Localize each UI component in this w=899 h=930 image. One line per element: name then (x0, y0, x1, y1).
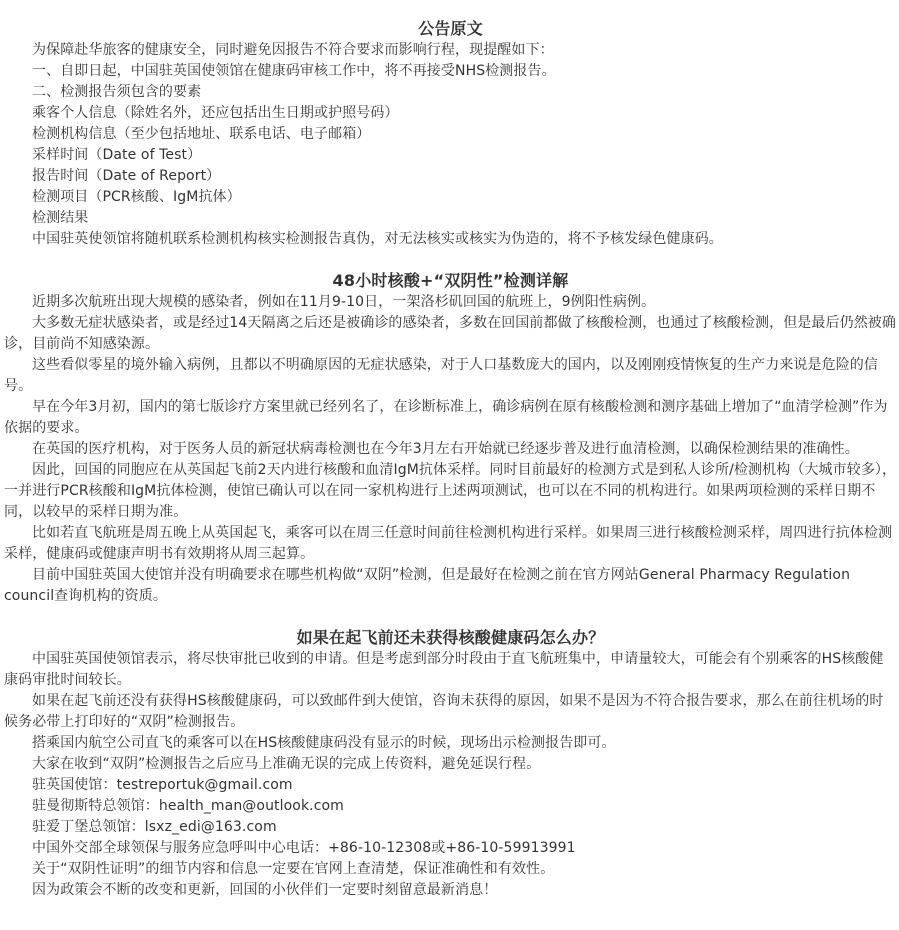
section-title-no-health-code: 如果在起飞前还未获得核酸健康码怎么办？ (296, 628, 605, 647)
announcement-list-item: 检测结果 (32, 210, 89, 226)
section-no-health-code (4, 627, 897, 901)
section-title-test-details: 48小时核酸+“双阴性”检测详解 (332, 271, 569, 290)
contact-hotline: 中国外交部全球领保与服务应急呼叫中心电话：+86-10-12308或+86-10-59913991 (32, 840, 576, 856)
announcement-paragraph: 为保障赴华旅客的健康安全，同时避免因报告不符合要求而影响行程，现提醒如下： (32, 42, 554, 58)
detail-paragraph: 比如若直飞航班是周五晚上从英国起飞，乘客可以在周三任意时间前往检测机构进行采样。如果周三进行核酸检测采样，周四进行抗体检测采样，健康码或健康声明书有效期将从周三起算。 (4, 525, 893, 562)
detail-paragraph: 近期多次航班出现大规模的感染者，例如在11月9-10日，一架洛杉矶回国的航班上，9例阳性病例。 (32, 294, 656, 310)
section-title-announcement: 公告原文 (418, 19, 483, 38)
faq-paragraph: 大家在收到“双阴”检测报告之后应马上准确无误的完成上传资料，避免延误行程。 (32, 756, 541, 772)
faq-paragraph: 关于“双阴性证明”的细节内容和信息一定要在官网上查清楚，保证准确性和有效性。 (32, 861, 555, 877)
detail-paragraph: 在英国的医疗机构，对于医务人员的新冠状病毒检测也在今年3月左右开始就已经逐步普及进行血清检测，以确保检测结果的准确性。 (32, 441, 859, 457)
faq-paragraph: 中国驻英国使领馆表示，将尽快审批已收到的申请。但是考虑到部分时段由于直飞航班集中，申请量较大，可能会有个别乘客的HS核酸健康码审批时间较长。 (4, 651, 884, 688)
section-test-details (4, 270, 897, 607)
announcement-list-item: 检测机构信息（至少包括地址、联系电话、电子邮箱） (32, 126, 371, 142)
faq-paragraph: 搭乘国内航空公司直飞的乘客可以在HS核酸健康码没有显示的时候，现场出示检测报告即可。 (32, 735, 616, 751)
announcement-paragraph: 中国驻英使领馆将随机联系检测机构核实检测报告真伪，对无法核实或核实为伪造的，将不予核发绿色健康码。 (32, 231, 723, 247)
contact-embassy-london: 驻英国使馆：testreportuk@gmail.com (32, 777, 293, 793)
detail-paragraph: 因此，回国的同胞应在从英国起飞前2天内进行核酸和血清IgM抗体采样。同时目前最好的检测方式是到私人诊所/检测机构（大城市较多），一并进行PCR核酸和IgM抗体检测，使馆已确认可以在同一家机构进行上述两项测试，也可以在不同的机构进行。如果两项检测的采样日期不同，以较早的采样日期为准。 (4, 462, 897, 520)
section-spacer (4, 607, 897, 627)
contact-consulate-manchester: 驻曼彻斯特总领馆：health_man@outlook.com (32, 798, 344, 814)
announcement-list-item: 检测项目（PCR核酸、IgM抗体） (32, 189, 241, 205)
detail-paragraph: 大多数无症状感染者，或是经过14天隔离之后还是被确诊的感染者，多数在回国前都做了核酸检测，也通过了核酸检测，但是最后仍然被确诊，目前尚不知感染源。 (4, 315, 897, 352)
announcement-list-item: 采样时间（Date of Test） (32, 147, 202, 163)
announcement-paragraph: 一、自即日起，中国驻英国使领馆在健康码审核工作中，将不再接受NHS检测报告。 (32, 63, 556, 79)
announcement-list-item: 乘客个人信息（除姓名外，还应包括出生日期或护照号码） (32, 105, 399, 121)
detail-paragraph: 目前中国驻英国大使馆并没有明确要求在哪些机构做“双阴”检测，但是最好在检测之前在官方网站General Pharmacy Regulation council查询机构的资质。 (4, 567, 851, 604)
faq-paragraph: 如果在起飞前还没有获得HS核酸健康码，可以致邮件到大使馆，咨询未获得的原因，如果不是因为不符合报告要求，那么在前往机场的时候务必带上打印好的“双阴”检测报告。 (4, 693, 884, 730)
announcement-list-item: 报告时间（Date of Report） (32, 168, 221, 184)
faq-paragraph: 因为政策会不断的改变和更新，回国的小伙伴们一定要时刻留意最新消息！ (32, 882, 498, 898)
section-spacer (4, 250, 897, 270)
section-announcement (4, 18, 897, 250)
detail-paragraph: 早在今年3月初，国内的第七版诊疗方案里就已经列名了，在诊断标准上，确诊病例在原有核酸检测和测序基础上增加了“血清学检测”作为依据的要求。 (4, 399, 888, 436)
detail-paragraph: 这些看似零星的境外输入病例，且都以不明确原因的无症状感染，对于人口基数庞大的国内，以及刚刚疫情恢复的生产力来说是危险的信号。 (4, 357, 878, 394)
announcement-paragraph: 二、检测报告须包含的要素 (32, 84, 202, 100)
contact-consulate-edinburgh: 驻爱丁堡总领馆：lsxz_edi@163.com (32, 819, 277, 835)
